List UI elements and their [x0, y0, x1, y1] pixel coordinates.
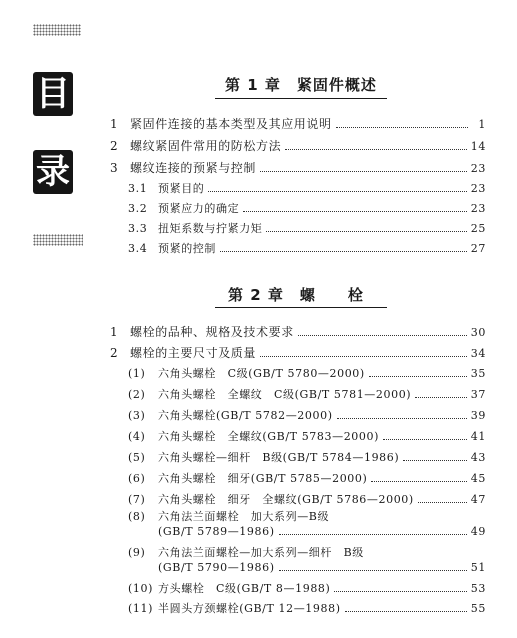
- toc-entry-title: 螺栓的主要尺寸及质量: [130, 346, 257, 360]
- toc-entry-title: 六角头螺栓 C级(GB/T 5780—2000): [158, 367, 365, 380]
- toc-entry-title: 六角头螺栓(GB/T 5782—2000): [158, 409, 333, 422]
- toc-entry-title: 六角法兰面螺栓—加大系列—细杆 B级: [158, 546, 364, 559]
- toc-entry-title: 六角法兰面螺栓 加大系列—B级: [158, 510, 330, 523]
- toc-entry-title: 六角头螺栓—细杆 B级(GB/T 5784—1986): [158, 451, 400, 464]
- toc-entry[interactable]: [110, 115, 486, 133]
- toc-dot-leader: [337, 410, 467, 419]
- toc-entry-page: 35: [470, 367, 486, 380]
- toc-entry-number: 1: [110, 117, 119, 131]
- toc-entry-number: (3): [128, 409, 146, 422]
- toc-entry-title: 螺栓的品种、规格及技术要求: [130, 325, 294, 339]
- toc-entry-page: 41: [470, 430, 486, 443]
- toc-entry-number: (9): [128, 546, 146, 559]
- toc-dot-leader: [260, 348, 467, 357]
- toc-entry-page: 25: [470, 222, 486, 235]
- toc-subentry[interactable]: [128, 365, 486, 383]
- toc-entry[interactable]: [110, 344, 486, 362]
- toc-entry-number: 3.1: [128, 182, 148, 195]
- toc-entry-number: (5): [128, 451, 146, 464]
- toc-entry-page: 27: [470, 242, 486, 255]
- decorative-dot-strip-top: [33, 24, 81, 36]
- toc-entry-title: 六角头螺栓 细牙 全螺纹(GB/T 5786—2000): [158, 493, 414, 506]
- toc-entry-title: 方头螺栓 C级(GB/T 8—1988): [158, 582, 331, 595]
- toc-subentry[interactable]: [128, 220, 486, 238]
- toc-dot-leader: [345, 603, 467, 612]
- toc-entry-page: 34: [470, 347, 486, 360]
- toc-dot-leader: [418, 494, 467, 503]
- toc-dot-leader: [243, 203, 467, 212]
- toc-subentry[interactable]: [128, 428, 486, 446]
- toc-entry-number: (10): [128, 582, 153, 595]
- toc-entry[interactable]: [110, 323, 486, 341]
- toc-dot-leader: [383, 431, 467, 440]
- toc-entry-number: (8): [128, 510, 146, 523]
- toc-entry-number: (6): [128, 472, 146, 485]
- toc-dot-leader: [279, 562, 467, 571]
- toc-dot-leader: [334, 583, 466, 592]
- toc-subentry-continuation[interactable]: [128, 525, 486, 543]
- toc-dot-leader: [285, 141, 467, 150]
- chapter-1-underline: [215, 98, 387, 99]
- toc-entry-page: 23: [470, 182, 486, 195]
- toc-entry-number: 3.3: [128, 222, 148, 235]
- toc-entry-title: 六角头螺栓 全螺纹(GB/T 5783—2000): [158, 430, 379, 443]
- toc-subentry-continuation[interactable]: [128, 561, 486, 579]
- toc-entry-number: 3.2: [128, 202, 148, 215]
- toc-dot-leader: [336, 119, 468, 128]
- toc-entry-page: 53: [470, 582, 486, 595]
- toc-dot-leader: [298, 327, 467, 336]
- toc-dot-leader: [208, 183, 466, 192]
- toc-entry-title: 六角头螺栓 细牙(GB/T 5785—2000): [158, 472, 368, 485]
- toc-subentry[interactable]: [128, 544, 486, 562]
- toc-dot-leader: [415, 389, 467, 398]
- toc-entry-page: 37: [470, 388, 486, 401]
- toc-entry-page: 43: [470, 451, 486, 464]
- toc-entry-number: 2: [110, 346, 119, 360]
- toc-entry-number: 3.4: [128, 242, 148, 255]
- toc-entry-number: (11): [128, 602, 153, 615]
- toc-subentry[interactable]: [128, 491, 486, 509]
- toc-entry[interactable]: [110, 137, 486, 155]
- toc-dot-leader: [260, 163, 467, 172]
- toc-subentry[interactable]: [128, 180, 486, 198]
- toc-dot-leader: [403, 452, 467, 461]
- toc-subentry[interactable]: [128, 449, 486, 467]
- toc-entry-title: 预紧的控制: [158, 242, 216, 255]
- toc-entry-number: (7): [128, 493, 146, 506]
- toc-entry-page: 30: [470, 326, 486, 339]
- toc-subentry[interactable]: [128, 200, 486, 218]
- toc-entry-page: 55: [470, 602, 486, 615]
- toc-entry-title: 紧固件连接的基本类型及其应用说明: [130, 117, 332, 131]
- toc-subentry[interactable]: [128, 470, 486, 488]
- toc-entry-number: (4): [128, 430, 146, 443]
- toc-entry-number: (2): [128, 388, 146, 401]
- toc-entry-page: 45: [470, 472, 486, 485]
- toc-side-title-char-1: 目: [33, 72, 73, 116]
- toc-entry-title: (GB/T 5789—1986): [158, 525, 275, 538]
- toc-entry-page: 49: [470, 525, 486, 538]
- toc-entry-title: (GB/T 5790—1986): [158, 561, 275, 574]
- toc-dot-leader: [369, 368, 467, 377]
- toc-entry-title: 预紧应力的确定: [158, 202, 240, 215]
- toc-entry-title: 螺纹连接的预紧与控制: [130, 161, 257, 175]
- toc-subentry[interactable]: [128, 580, 486, 598]
- toc-entry-number: 1: [110, 325, 119, 339]
- toc-entry-page: 23: [470, 202, 486, 215]
- toc-subentry[interactable]: [128, 240, 486, 258]
- toc-entry-page: 39: [470, 409, 486, 422]
- toc-dot-leader: [266, 223, 466, 232]
- toc-entry-title: 扭矩系数与拧紧力矩: [158, 222, 263, 235]
- toc-entry-title: 六角头螺栓 全螺纹 C级(GB/T 5781—2000): [158, 388, 412, 401]
- chapter-2-heading: 第 2 章 螺 栓: [228, 286, 364, 304]
- toc-entry-number: 2: [110, 139, 119, 153]
- toc-subentry[interactable]: [128, 600, 486, 618]
- toc-entry-title: 预紧目的: [158, 182, 205, 195]
- toc-dot-leader: [371, 473, 466, 482]
- toc-subentry[interactable]: [128, 386, 486, 404]
- toc-side-title-char-2: 录: [33, 150, 73, 194]
- toc-entry-title: 半圆头方颈螺栓(GB/T 12—1988): [158, 602, 341, 615]
- toc-entry-number: 3: [110, 161, 119, 175]
- decorative-dot-strip-middle: [33, 234, 83, 246]
- toc-entry[interactable]: [110, 159, 486, 177]
- toc-subentry[interactable]: [128, 407, 486, 425]
- toc-entry-page: 14: [470, 140, 486, 153]
- toc-subentry[interactable]: [128, 508, 486, 526]
- toc-entry-number: (1): [128, 367, 146, 380]
- chapter-2-underline: [215, 307, 387, 308]
- toc-entry-page: 23: [470, 162, 486, 175]
- chapter-1-heading: 第 1 章 紧固件概述: [225, 76, 377, 94]
- toc-entry-page: 51: [470, 561, 486, 574]
- toc-entry-title: 螺纹紧固件常用的防松方法: [130, 139, 282, 153]
- toc-dot-leader: [220, 243, 467, 252]
- toc-entry-page: 1: [478, 118, 486, 131]
- toc-entry-page: 47: [470, 493, 486, 506]
- toc-dot-leader: [279, 526, 467, 535]
